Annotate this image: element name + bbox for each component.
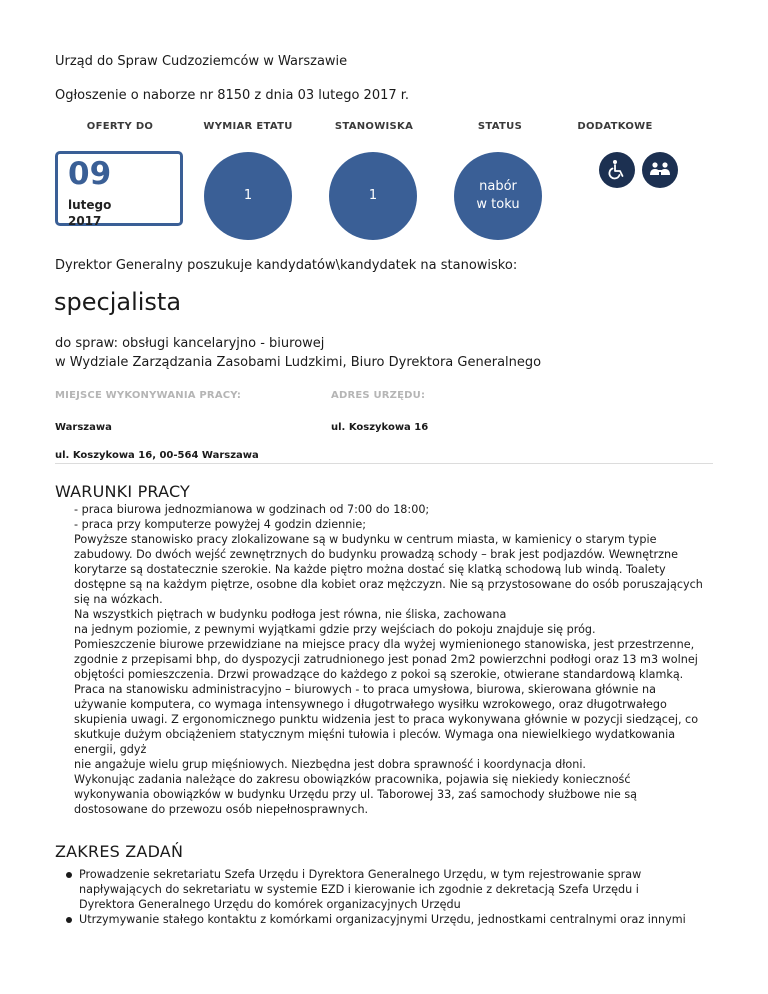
work-time-value: 1 [243,188,253,203]
deadline-day: 09 [68,156,112,192]
header-positions: STANOWISKA [334,121,414,132]
wheelchair-icon [599,152,635,188]
conditions-line: - praca biurowa jednozmianowa w godzinach od 7:00 do 18:00; [74,503,430,516]
tasks-title: ZAKRES ZADAŃ [55,842,184,861]
conditions-line: dostosowane do przewozu osób niepełnosprawnych. [74,803,369,816]
conditions-line: używanie komputera, co wymaga intensywnego i długotrwałego wysiłku wzrokowego, oraz długotrwałego [74,698,667,711]
conditions-line: skutkuje dużym obciążeniem statycznym mięśni tułowia i pleców. Wymaga ona niewielkiego wydatkowania [74,728,676,741]
conditions-line: korytarze są dostatecznie szerokie. Na każde piętro można dostać się klatką schodową lub windą. Toalety [74,563,666,576]
status-circle [454,152,542,240]
status-value [476,178,519,214]
conditions-line: Powyższe stanowisko pracy zlokalizowane są w budynku w centrum miasta, w kamienicy o starym typie [74,533,657,546]
full-address: ul. Koszykowa 16, 00-564 Warszawa [55,450,259,461]
header-work-time: WYMIAR ETATU [203,121,293,132]
positions-value: 1 [368,188,378,203]
status-line-1: nabór [479,179,517,194]
conditions-line: objętości pomieszczenia. Drzwi prowadzące do każdego z pokoi są szerokie, otwierane standardową klamką. [74,668,684,681]
task-line: napływających do sekretariatu w systemie EZD i kierowanie ich zgodnie z dekretacją Szefa Urzędu i [79,883,639,896]
deadline-month-year [68,197,111,229]
conditions-line: dostępne są na każdym piętrze, osobne dla kobiet oraz mężczyzn. Nie są przystosowane do osób poruszających [74,578,703,591]
workplace-value: Warszawa [55,422,112,433]
conditions-line: zgodnie z przepisami bhp, do dyspozycji zatrudnionego jest ponad 2m2 powierzchni podłogi oraz 13 m3 wolnej [74,653,698,666]
header-additional: DODATKOWE [577,121,653,132]
task-line: Prowadzenie sekretariatu Szefa Urzędu i Dyrektora Generalnego Urzędu, w tym rejestrowanie spraw [79,868,642,881]
task-line: Utrzymywanie stałego kontaktu z komórkami organizacyjnymi Urzędu, jednostkami centralnymi oraz innymi [79,913,686,926]
conditions-line: skupienia uwagi. Z ergonomicznego punktu widzenia jest to praca wykonywana głównie w pozycji siedzącej, co [74,713,699,726]
wheelchair-glyph [605,158,629,182]
conditions-title: WARUNKI PRACY [55,482,191,501]
conditions-line: wykonywania obowiązków w budynku Urzędu przy ul. Taborowej 33, zaś samochody służbowe nie są [74,788,638,801]
intro-text: Dyrektor Generalny poszukuje kandydatów\kandydatek na stanowisko: [55,258,518,273]
conditions-line: nie angażuje wielu grup mięśniowych. Niezbędna jest dobra sprawność i koordynacja dłoni. [74,758,586,771]
header-offers-until: OFERTY DO [86,121,154,132]
announcement-title: Ogłoszenie o naborze nr 8150 z dnia 03 lutego 2017 r. [55,88,410,103]
conditions-line: - praca przy komputerze powyżej 4 godzin dziennie; [74,518,367,531]
office-name: Urząd do Spraw Cudzoziemców w Warszawie [55,54,348,69]
deadline-box [55,151,183,226]
positions-circle [329,152,417,240]
workplace-label: MIEJSCE WYKONYWANIA PRACY: [55,390,242,401]
conditions-line: na jednym poziomie, z pewnymi wyjątkami gdzie przy wejściach do pokoju znajduje się próg. [74,623,596,636]
deadline-year: 2017 [68,214,102,228]
position-title: specjalista [54,288,182,316]
office-address-value: ul. Koszykowa 16 [331,422,429,433]
task-item [62,912,686,927]
people-icon [642,152,678,188]
divider [55,463,713,464]
people-glyph [647,158,673,182]
department-line: w Wydziale Zarządzania Zasobami Ludzkimi, Biuro Dyrektora Generalnego [55,355,542,370]
conditions-line: zabudowy. Do dwóch wejść zewnętrznych do budynku prowadzą schody – brak jest podjazdów. Wewnętrzne [74,548,678,561]
deadline-month: lutego [68,198,112,212]
status-line-2: w toku [476,197,520,212]
header-status: STATUS [477,121,523,132]
conditions-line: energii, gdyż [74,743,147,756]
scope-line: do spraw: obsługi kancelaryjno - biurowej [55,336,325,351]
conditions-line: Wykonując zadania należące do zakresu obowiązków pracownika, pojawia się niekiedy konieczność [74,773,631,786]
tasks-list [62,867,686,927]
conditions-text [74,502,703,817]
conditions-line: Praca na stanowisku administracyjno – biurowych - to praca umysłowa, biurowa, skierowana głównie na [74,683,656,696]
conditions-line: się na wózkach. [74,593,163,606]
work-time-circle [204,152,292,240]
task-line: Dyrektora Generalnego Urzędu do komórek organizacyjnych Urzędu [79,898,461,911]
office-address-label: ADRES URZĘDU: [331,390,426,401]
task-item [62,867,686,912]
conditions-line: Pomieszczenie biurowe przewidziane na miejsce pracy dla wyżej wymienionego stanowiska, jest przestrzenne, [74,638,695,651]
conditions-line: Na wszystkich piętrach w budynku podłoga jest równa, nie śliska, zachowana [74,608,507,621]
